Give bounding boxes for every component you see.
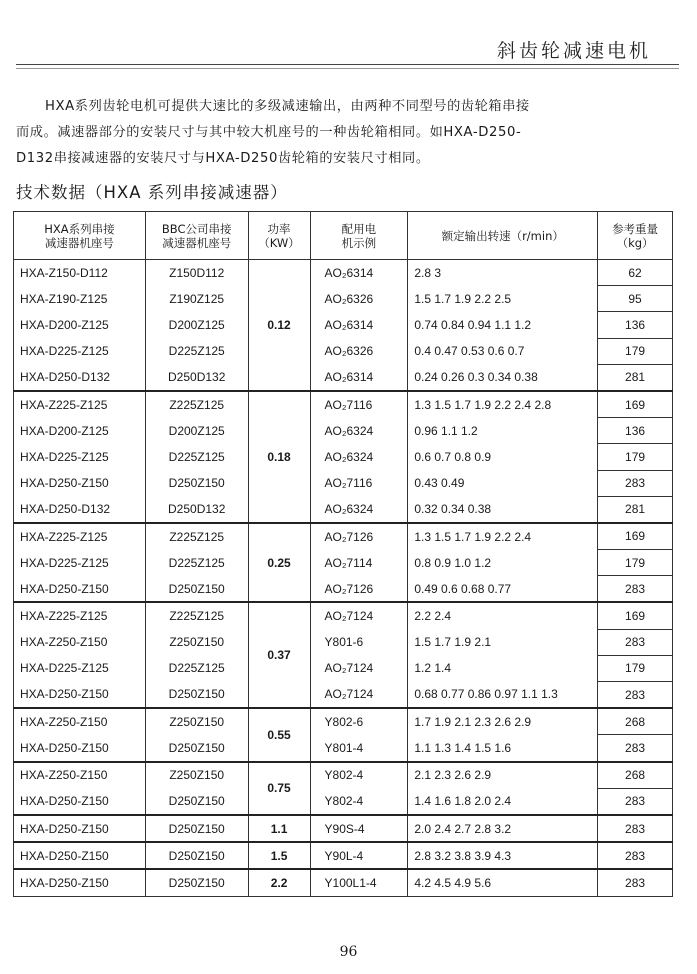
speed-cell: 2.8 3.2 3.8 3.9 4.3 [408, 842, 598, 869]
intro-paragraph [16, 94, 676, 172]
power-cell: 0.55 [248, 708, 310, 761]
weight-cell: 283 [598, 788, 673, 815]
weight-cell: 169 [598, 602, 673, 629]
table-row [14, 842, 673, 869]
motor-cell: Y802-4 [310, 788, 408, 815]
table-row [14, 602, 673, 629]
table-row [14, 682, 673, 709]
weight-cell: 283 [598, 869, 673, 896]
weight-cell: 283 [598, 842, 673, 869]
hxa-model-cell: HXA-Z225-Z125 [14, 391, 146, 418]
bbc-model-cell: D250D132 [145, 364, 248, 391]
motor-cell: AO₂6326 [310, 286, 408, 312]
table-row [14, 762, 673, 789]
table-row [14, 550, 673, 576]
hxa-model-cell: HXA-D250-Z150 [14, 576, 146, 603]
speed-cell: 0.8 0.9 1.0 1.2 [408, 550, 598, 576]
table-row [14, 815, 673, 842]
bbc-model-cell: D250Z150 [145, 682, 248, 709]
motor-cell: AO₂7124 [310, 602, 408, 629]
weight-cell: 95 [598, 286, 673, 312]
bbc-model-cell: D225Z125 [145, 444, 248, 470]
hxa-model-cell: HXA-D250-Z150 [14, 735, 146, 762]
speed-cell: 0.49 0.6 0.68 0.77 [408, 576, 598, 603]
table-row [14, 788, 673, 815]
bbc-model-cell: D225Z125 [145, 655, 248, 681]
bbc-model-cell: D200Z125 [145, 418, 248, 444]
speed-cell: 0.74 0.84 0.94 1.1 1.2 [408, 312, 598, 338]
hxa-model-cell: HXA-Z225-Z125 [14, 602, 146, 629]
motor-cell: AO₂6324 [310, 418, 408, 444]
bbc-model-cell: D250Z150 [145, 842, 248, 869]
motor-cell: AO₂6324 [310, 496, 408, 523]
speed-cell: 2.2 2.4 [408, 602, 598, 629]
table-row [14, 286, 673, 312]
speed-cell: 1.4 1.6 1.8 2.0 2.4 [408, 788, 598, 815]
col-header-power: 功率 （KW） [248, 212, 310, 260]
bbc-model-cell: D250Z150 [145, 470, 248, 496]
hxa-model-cell: HXA-D225-Z125 [14, 550, 146, 576]
motor-cell: AO₂7124 [310, 682, 408, 709]
weight-cell: 169 [598, 391, 673, 418]
motor-cell: AO₂7124 [310, 655, 408, 681]
motor-cell: AO₂7116 [310, 470, 408, 496]
weight-cell: 62 [598, 260, 673, 286]
hxa-model-cell: HXA-Z250-Z150 [14, 629, 146, 655]
table-row [14, 576, 673, 603]
col-header-speed: 额定输出转速（r/min） [408, 212, 598, 260]
speed-cell: 1.1 1.3 1.4 1.5 1.6 [408, 735, 598, 762]
weight-cell: 136 [598, 418, 673, 444]
weight-cell: 179 [598, 444, 673, 470]
hxa-model-cell: HXA-Z250-Z150 [14, 762, 146, 789]
power-cell: 0.12 [248, 260, 310, 391]
power-cell: 1.1 [248, 815, 310, 842]
motor-cell: Y100L1-4 [310, 869, 408, 896]
hxa-model-cell: HXA-D250-Z150 [14, 842, 146, 869]
hxa-model-cell: HXA-Z190-Z125 [14, 286, 146, 312]
weight-cell: 283 [598, 576, 673, 603]
weight-cell: 268 [598, 762, 673, 789]
table-row [14, 869, 673, 896]
speed-cell: 1.3 1.5 1.7 1.9 2.2 2.4 [408, 523, 598, 550]
page-number: 96 [339, 944, 358, 960]
speed-cell: 0.6 0.7 0.8 0.9 [408, 444, 598, 470]
weight-cell: 136 [598, 312, 673, 338]
weight-cell: 169 [598, 523, 673, 550]
speed-cell: 0.68 0.77 0.86 0.97 1.1 1.3 [408, 682, 598, 709]
bbc-model-cell: D250Z150 [145, 869, 248, 896]
table-row [14, 338, 673, 364]
header-rule [16, 64, 679, 65]
power-cell: 1.5 [248, 842, 310, 869]
hxa-model-cell: HXA-D225-Z125 [14, 338, 146, 364]
motor-cell: AO₂6314 [310, 364, 408, 391]
motor-cell: Y90S-4 [310, 815, 408, 842]
motor-cell: AO₂7116 [310, 391, 408, 418]
weight-cell: 179 [598, 655, 673, 681]
hxa-model-cell: HXA-D200-Z125 [14, 312, 146, 338]
chapter-title: 斜齿轮减速电机 [496, 40, 651, 62]
power-cell: 0.25 [248, 523, 310, 603]
weight-cell: 283 [598, 735, 673, 762]
table-row [14, 312, 673, 338]
table-row [14, 391, 673, 418]
hxa-model-cell: HXA-D250-D132 [14, 496, 146, 523]
intro-line: HXA系列齿轮电机可提供大速比的多级减速输出，由两种不同型号的齿轮箱串接 [45, 99, 530, 114]
table-row [14, 418, 673, 444]
table-row [14, 523, 673, 550]
power-cell: 0.18 [248, 391, 310, 523]
hxa-model-cell: HXA-D250-Z150 [14, 788, 146, 815]
bbc-model-cell: Z225Z125 [145, 391, 248, 418]
col-header-hxa-model: HXA系列串接 减速器机座号 [14, 212, 146, 260]
bbc-model-cell: D225Z125 [145, 338, 248, 364]
weight-cell: 283 [598, 815, 673, 842]
section-title: 技术数据（HXA 系列串接减速器） [16, 183, 288, 202]
hxa-model-cell: HXA-Z225-Z125 [14, 523, 146, 550]
table-row [14, 735, 673, 762]
table-row [14, 470, 673, 496]
speed-cell: 0.96 1.1 1.2 [408, 418, 598, 444]
hxa-model-cell: HXA-D250-Z150 [14, 682, 146, 709]
speed-cell: 2.0 2.4 2.7 2.8 3.2 [408, 815, 598, 842]
motor-cell: Y802-6 [310, 708, 408, 735]
bbc-model-cell: D250Z150 [145, 815, 248, 842]
table-row [14, 444, 673, 470]
table-row [14, 629, 673, 655]
motor-cell: AO₂6314 [310, 260, 408, 286]
bbc-model-cell: D250Z150 [145, 576, 248, 603]
hxa-model-cell: HXA-Z150-D112 [14, 260, 146, 286]
power-cell: 0.37 [248, 602, 310, 708]
weight-cell: 283 [598, 470, 673, 496]
motor-cell: AO₂6326 [310, 338, 408, 364]
bbc-model-cell: Z225Z125 [145, 602, 248, 629]
hxa-model-cell: HXA-D250-D132 [14, 364, 146, 391]
weight-cell: 281 [598, 364, 673, 391]
motor-cell: Y801-4 [310, 735, 408, 762]
speed-cell: 1.3 1.5 1.7 1.9 2.2 2.4 2.8 [408, 391, 598, 418]
weight-cell: 179 [598, 550, 673, 576]
intro-line: 而成。减速器部分的安装尺寸与其中较大机座号的一种齿轮箱相同。如HXA-D250- [16, 125, 522, 140]
speed-cell: 0.32 0.34 0.38 [408, 496, 598, 523]
col-header-bbc-model: BBC公司串接 减速器机座号 [145, 212, 248, 260]
power-cell: 2.2 [248, 869, 310, 896]
motor-cell: AO₂7126 [310, 576, 408, 603]
weight-cell: 281 [598, 496, 673, 523]
col-header-motor: 配用电 机示例 [310, 212, 408, 260]
weight-cell: 283 [598, 629, 673, 655]
bbc-model-cell: D225Z125 [145, 550, 248, 576]
speed-cell: 2.1 2.3 2.6 2.9 [408, 762, 598, 789]
col-header-weight: 参考重量 （kg） [598, 212, 673, 260]
table-row [14, 260, 673, 286]
bbc-model-cell: Z225Z125 [145, 523, 248, 550]
speed-cell: 4.2 4.5 4.9 5.6 [408, 869, 598, 896]
speed-cell: 0.43 0.49 [408, 470, 598, 496]
table-body [14, 260, 673, 897]
bbc-model-cell: Z150D112 [145, 260, 248, 286]
bbc-model-cell: D200Z125 [145, 312, 248, 338]
motor-cell: AO₂6314 [310, 312, 408, 338]
motor-cell: AO₂7114 [310, 550, 408, 576]
weight-cell: 283 [598, 682, 673, 709]
motor-cell: Y801-6 [310, 629, 408, 655]
bbc-model-cell: Z190Z125 [145, 286, 248, 312]
bbc-model-cell: D250D132 [145, 496, 248, 523]
motor-cell: AO₂7126 [310, 523, 408, 550]
bbc-model-cell: Z250Z150 [145, 629, 248, 655]
hxa-model-cell: HXA-D250-Z150 [14, 869, 146, 896]
hxa-model-cell: HXA-D250-Z150 [14, 470, 146, 496]
speed-cell: 1.2 1.4 [408, 655, 598, 681]
bbc-model-cell: D250Z150 [145, 788, 248, 815]
speed-cell: 2.8 3 [408, 260, 598, 286]
weight-cell: 179 [598, 338, 673, 364]
power-cell: 0.75 [248, 762, 310, 815]
hxa-model-cell: HXA-D225-Z125 [14, 444, 146, 470]
table-header-row [14, 212, 673, 260]
speed-cell: 1.5 1.7 1.9 2.1 [408, 629, 598, 655]
hxa-model-cell: HXA-D250-Z150 [14, 815, 146, 842]
speed-cell: 1.7 1.9 2.1 2.3 2.6 2.9 [408, 708, 598, 735]
weight-cell: 268 [598, 708, 673, 735]
motor-cell: Y802-4 [310, 762, 408, 789]
speed-cell: 0.24 0.26 0.3 0.34 0.38 [408, 364, 598, 391]
bbc-model-cell: Z250Z150 [145, 762, 248, 789]
hxa-model-cell: HXA-D225-Z125 [14, 655, 146, 681]
table-row [14, 655, 673, 681]
motor-cell: Y90L-4 [310, 842, 408, 869]
bbc-model-cell: Z250Z150 [145, 708, 248, 735]
table-row [14, 496, 673, 523]
table-row [14, 364, 673, 391]
hxa-model-cell: HXA-Z250-Z150 [14, 708, 146, 735]
tech-data-table [13, 211, 673, 897]
intro-line: D132串接减速器的安装尺寸与HXA-D250齿轮箱的安装尺寸相同。 [16, 151, 430, 166]
header-rule-thin [16, 68, 679, 69]
speed-cell: 1.5 1.7 1.9 2.2 2.5 [408, 286, 598, 312]
bbc-model-cell: D250Z150 [145, 735, 248, 762]
hxa-model-cell: HXA-D200-Z125 [14, 418, 146, 444]
table-row [14, 708, 673, 735]
speed-cell: 0.4 0.47 0.53 0.6 0.7 [408, 338, 598, 364]
motor-cell: AO₂6324 [310, 444, 408, 470]
